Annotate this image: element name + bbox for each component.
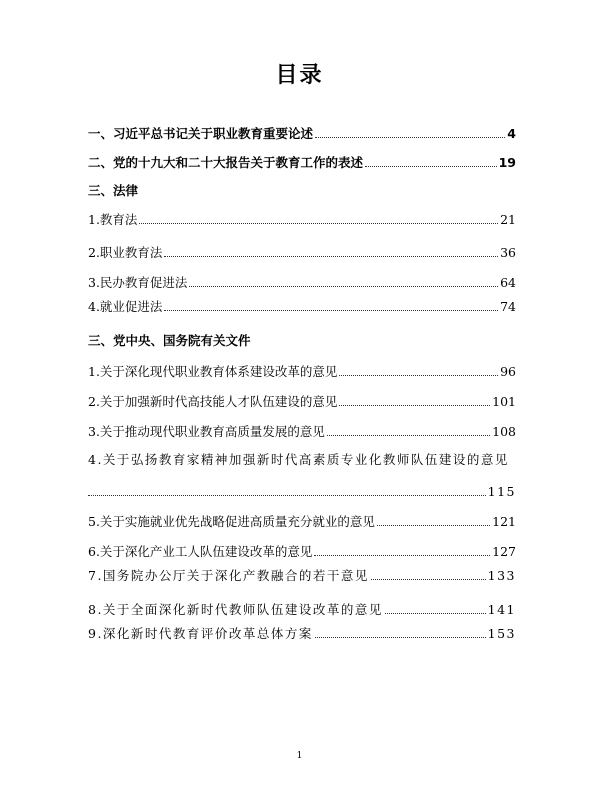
dot-leader [314,555,490,556]
toc-entry-page: 36 [500,245,516,260]
dot-leader [371,579,486,580]
toc-entry-page: 19 [498,155,516,170]
toc-entry-doc-9[interactable] [88,622,516,642]
dot-leader [327,435,490,436]
dot-leader [164,310,498,311]
dot-leader [139,223,498,224]
page-title: 目录 [275,63,324,88]
toc-entry-page: 101 [492,394,516,409]
dot-leader [315,137,505,138]
toc-entry-law-1[interactable] [88,208,516,228]
dot-leader [315,637,486,638]
toc-entry-page: 4 [507,126,516,141]
toc-entry-page: 64 [500,275,516,290]
toc-entry-page: 108 [492,424,516,439]
toc-entry-text: 7.国务院办公厅关于深化产教融合的若干意见 [88,568,369,583]
toc-entry-text: 8.关于全面深化新时代教师队伍建设改革的意见 [88,602,383,617]
toc-entry-text: 二、党的十九大和二十大报告关于教育工作的表述 [88,155,364,170]
toc-entry-text: 4.就业促进法 [88,299,163,314]
toc-entry-doc-4-text[interactable]: 4.关于弘扬教育家精神加强新时代高素质专业化教师队伍建设的意见 [88,452,509,467]
page-number: 1 [296,751,303,761]
toc-entry-section-1[interactable] [88,122,516,142]
toc-entry-doc-8[interactable] [88,598,516,618]
toc-entry-page: 21 [500,212,516,227]
toc-entry-law-2[interactable] [88,241,516,261]
toc-entry-text: 9.深化新时代教育评价改革总体方案 [88,626,313,641]
toc-entry-text: 2.职业教育法 [88,245,163,260]
toc-entry-page: 153 [487,626,516,641]
toc-entry-text: 5.关于实施就业优先战略促进高质量充分就业的意见 [88,514,375,529]
toc-entry-text: 3.关于推动现代职业教育高质量发展的意见 [88,424,325,439]
toc-entry-text: 3.民办教育促进法 [88,275,188,290]
toc-entry-text: 6.关于深化产业工人队伍建设改革的意见 [88,544,313,559]
toc-entry-law-3[interactable] [88,271,516,291]
dot-leader [339,375,498,376]
toc-entry-page: 74 [500,299,516,314]
section-heading-law: 三、法律 [88,183,139,198]
toc-entry-doc-7[interactable] [88,564,516,584]
toc-entry-page: 96 [500,364,516,379]
toc-entry-page: 141 [487,602,516,617]
toc-entry-doc-6[interactable] [88,540,516,560]
toc-entry-text: 1.关于深化现代职业教育体系建设改革的意见 [88,364,338,379]
toc-entry-text: 1.教育法 [88,212,138,227]
toc-entry-doc-3[interactable] [88,420,516,440]
toc-entry-section-2[interactable] [88,151,516,171]
dot-leader [88,495,486,496]
toc-entry-doc-1[interactable] [88,360,516,380]
dot-leader [365,166,497,167]
toc-entry-doc-4-leader[interactable] [88,480,516,500]
toc-entry-page: 115 [487,484,516,499]
dot-leader [339,405,490,406]
toc-entry-doc-2[interactable] [88,390,516,410]
dot-leader [385,613,486,614]
toc-entry-page: 127 [492,544,516,559]
dot-leader [164,256,498,257]
toc-entry-page: 133 [487,568,516,583]
section-heading-documents: 三、党中央、国务院有关文件 [88,333,251,348]
dot-leader [189,286,498,287]
toc-entry-text: 一、习近平总书记关于职业教育重要论述 [88,126,314,141]
toc-entry-page: 121 [492,514,516,529]
toc-entry-doc-5[interactable] [88,510,516,530]
toc-entry-law-4[interactable] [88,295,516,315]
toc-entry-text: 2.关于加强新时代高技能人才队伍建设的意见 [88,394,338,409]
dot-leader [377,525,490,526]
